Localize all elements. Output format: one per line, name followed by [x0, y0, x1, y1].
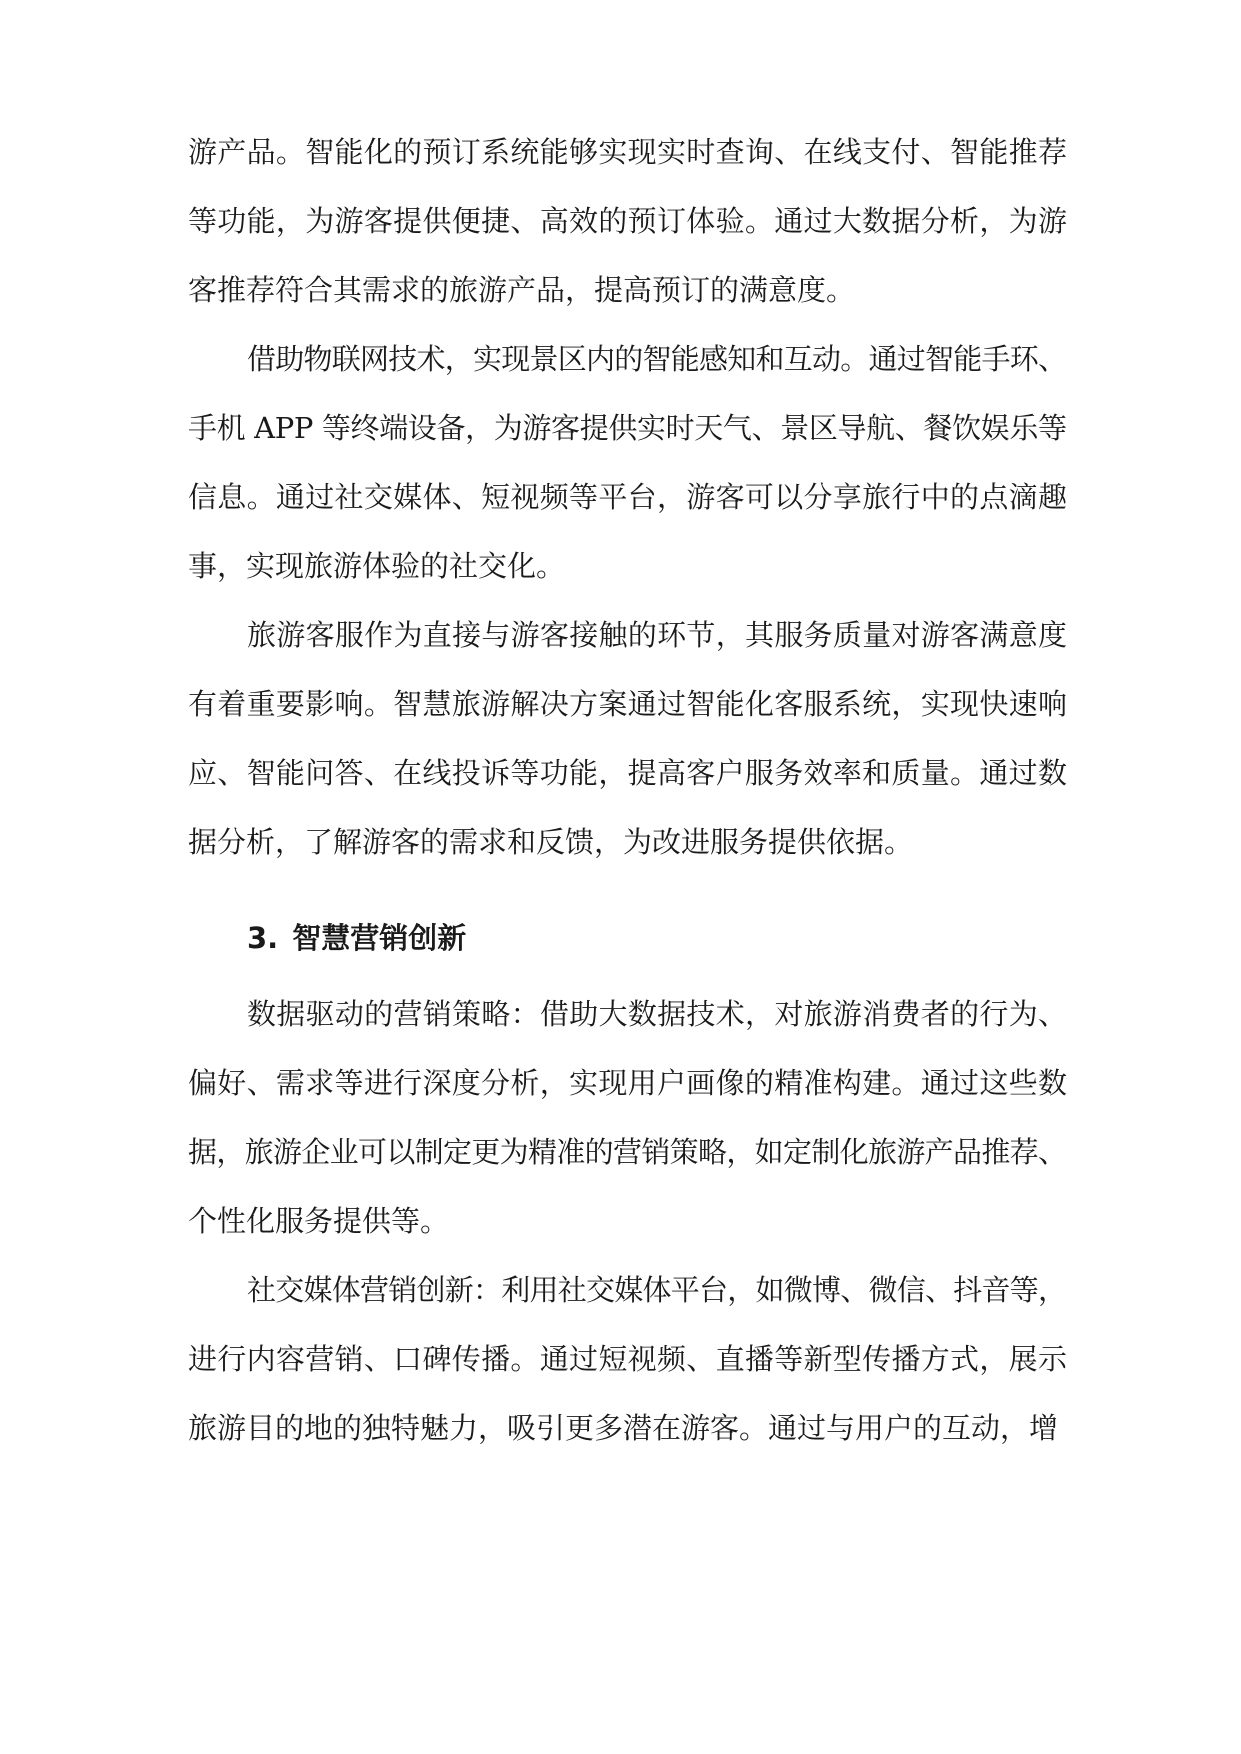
- paragraph-line: 应、智能问答、在线投诉等功能，提高客户服务效率和质量。通过数: [188, 756, 1068, 790]
- paragraph-line: 据，旅游企业可以制定更为精准的营销策略，如定制化旅游产品推荐、: [188, 1135, 1067, 1169]
- paragraph-line: 游产品。智能化的预订系统能够实现实时查询、在线支付、智能推荐: [188, 135, 1068, 169]
- paragraph-line: 事，实现旅游体验的社交化。: [188, 549, 566, 583]
- paragraph-line: 信息。通过社交媒体、短视频等平台，游客可以分享旅行中的点滴趣: [188, 480, 1068, 514]
- paragraph-line: 旅游目的地的独特魅力，吸引更多潜在游客。通过与用户的互动，增: [188, 1411, 1059, 1445]
- paragraph-line: 等功能，为游客提供便捷、高效的预订体验。通过大数据分析，为游: [188, 204, 1068, 238]
- paragraph-line: 借助物联网技术，实现景区内的智能感知和互动。通过智能手环、: [247, 342, 1067, 376]
- section-heading: [247, 918, 466, 958]
- paragraph-line: 有着重要影响。智慧旅游解决方案通过智能化客服系统，实现快速响: [188, 687, 1068, 721]
- paragraph-line: 社交媒体营销创新：利用社交媒体平台，如微博、微信、抖音等，: [247, 1273, 1067, 1307]
- paragraph-line: 个性化服务提供等。: [188, 1204, 450, 1238]
- paragraph-line: 据分析，了解游客的需求和反馈，为改进服务提供依据。: [188, 825, 914, 859]
- paragraph-line: 数据驱动的营销策略：借助大数据技术，对旅游消费者的行为、: [247, 997, 1068, 1031]
- paragraph-line: 进行内容营销、口碑传播。通过短视频、直播等新型传播方式，展示: [188, 1342, 1068, 1376]
- paragraph-line: 手机 APP 等终端设备，为游客提供实时天气、景区导航、餐饮娱乐等: [188, 411, 1067, 445]
- section-title: 智慧营销创新: [292, 921, 467, 955]
- paragraph-line: 偏好、需求等进行深度分析，实现用户画像的精准构建。通过这些数: [188, 1066, 1068, 1100]
- paragraph-line: 旅游客服作为直接与游客接触的环节，其服务质量对游客满意度: [247, 618, 1068, 652]
- paragraph-line: 客推荐符合其需求的旅游产品，提高预订的满意度。: [188, 273, 856, 307]
- section-number: 3.: [247, 921, 279, 955]
